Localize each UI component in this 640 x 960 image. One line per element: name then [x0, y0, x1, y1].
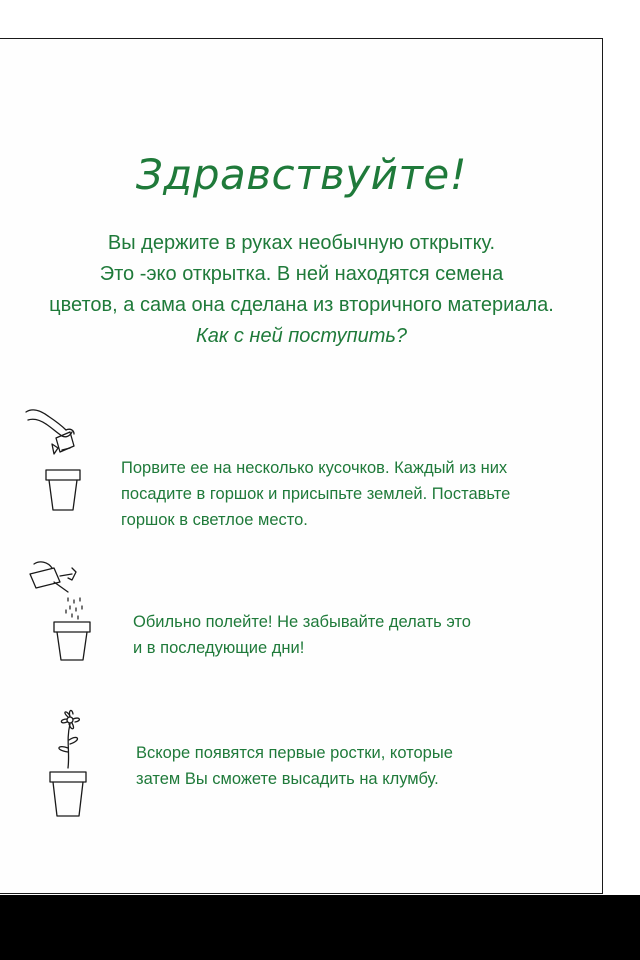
intro-paragraph — [0, 228, 603, 352]
bottom-black-band — [0, 895, 640, 960]
hand-planting-pot-icon — [22, 402, 86, 514]
greeting-title: Здравствуйте! — [135, 150, 468, 199]
step-1-line: посадите в горшок и присыпьте землей. Поставьте — [121, 485, 511, 503]
step-2-line: и в последующие дни! — [133, 639, 305, 657]
step-1-text — [121, 455, 510, 533]
step-3-text — [136, 740, 453, 792]
step-3-line: затем Вы сможете высадить на клумбу. — [136, 770, 439, 788]
intro-line: Вы держите в руках необычную открытку. — [107, 232, 496, 254]
step-1-line: горшок в светлое место. — [121, 511, 308, 529]
flower-pot-icon — [40, 706, 96, 822]
step-1-line: Порвите ее на несколько кусочков. Каждый из них — [121, 459, 508, 477]
step-2-line: Обильно полейте! Не забывайте делать это — [133, 613, 471, 631]
intro-line: Это -эко открытка. В ней находятся семена — [99, 263, 504, 285]
intro-question: Как с ней поступить? — [195, 325, 408, 347]
intro-line: цветов, а сама она сделана из вторичного материала. — [49, 294, 554, 316]
step-3-line: Вскоре появятся первые ростки, которые — [136, 744, 453, 762]
step-2-text — [133, 609, 471, 661]
watering-can-pot-icon — [24, 560, 100, 664]
